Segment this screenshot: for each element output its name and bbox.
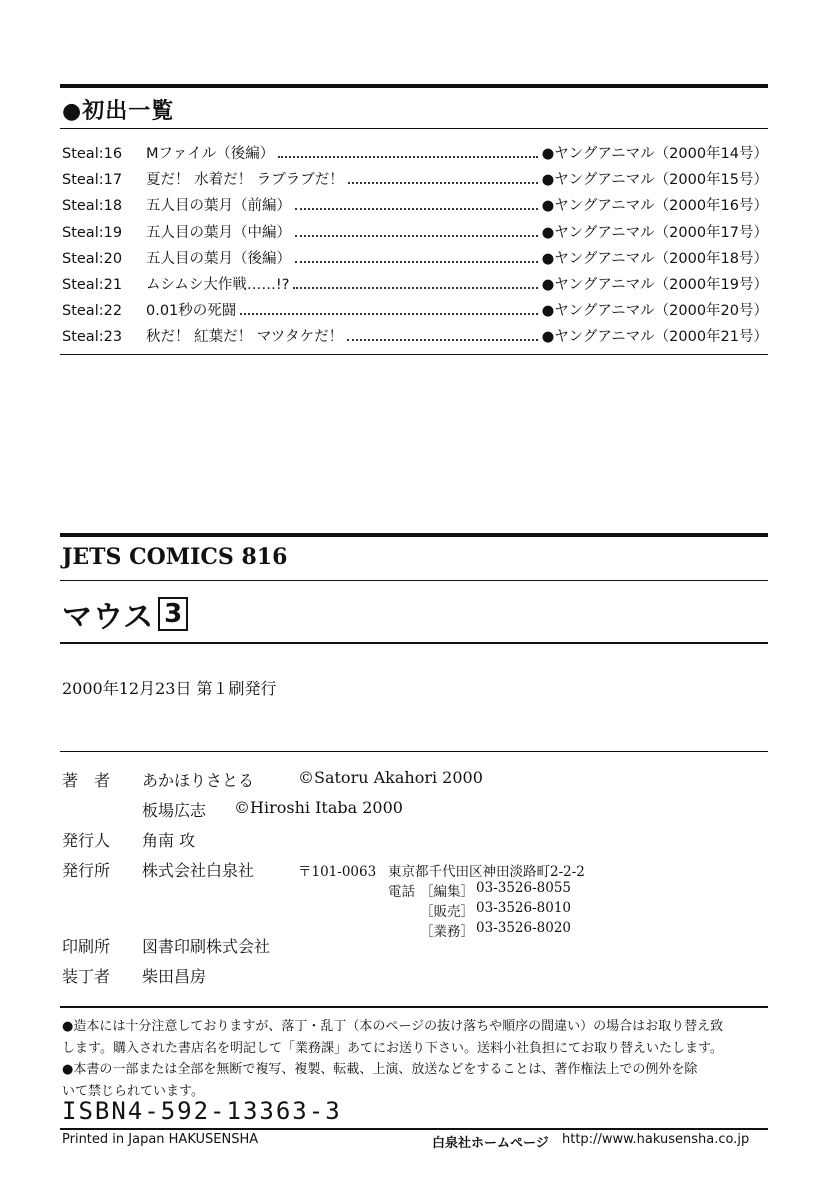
publication-row bbox=[62, 247, 768, 273]
publication-title: 五人目の葉月（中編） bbox=[146, 224, 291, 241]
dotted-leader bbox=[278, 155, 537, 158]
dotted-leader bbox=[295, 260, 538, 263]
publication-magazine: ●ヤングアニマル（2000年14号） bbox=[541, 146, 768, 162]
printed-in: Printed in Japan HAKUSENSHA bbox=[62, 1132, 259, 1147]
author2-copyright: ©Hiroshi Itaba 2000 bbox=[234, 798, 403, 817]
author2-name: 板場広志 bbox=[142, 801, 207, 820]
homepage-link[interactable]: http://www.hakusensha.co.jp bbox=[562, 1132, 750, 1147]
publication-title: ムシムシ大作戦……!? bbox=[146, 276, 290, 293]
series-divider bbox=[60, 580, 768, 581]
publication-magazine: ●ヤングアニマル（2000年18号） bbox=[541, 250, 768, 267]
series-label: JETS COMICS 816 bbox=[62, 544, 288, 570]
postal-code: 〒101-0063 bbox=[298, 864, 377, 880]
dotted-leader bbox=[347, 338, 538, 341]
dotted-leader bbox=[295, 234, 538, 237]
phone-editorial: 03-3526-8055 bbox=[476, 880, 572, 896]
address: 東京都千代田区神田淡路町2-2-2 bbox=[388, 864, 585, 880]
first-publication-heading: ●初出一覧 bbox=[62, 99, 175, 124]
phone-business-label: ［業務］ bbox=[420, 924, 474, 940]
first-publication-list bbox=[62, 142, 768, 352]
notice-line: いて禁じられています。 bbox=[62, 1083, 204, 1099]
list-bottom-rule bbox=[60, 354, 768, 355]
publication-title: 秋だ！ 紅葉だ！ マツタケだ！ bbox=[146, 329, 344, 346]
publication-row bbox=[62, 142, 768, 168]
publication-title: 五人目の葉月（後編） bbox=[146, 250, 291, 267]
top-rule bbox=[60, 84, 768, 88]
notice-line: します。購入された書店名を明記して「業務課」あてにお送り下さい。送料小社負担にてお取り替えいたします。 bbox=[62, 1040, 723, 1056]
date-divider bbox=[60, 751, 768, 752]
publication-row bbox=[62, 325, 768, 351]
publication-row bbox=[62, 221, 768, 247]
dotted-leader bbox=[348, 181, 538, 184]
footer-rule bbox=[60, 1128, 768, 1130]
designer-name: 柴田昌房 bbox=[142, 967, 207, 986]
isbn: ISBN4-592-13363-3 bbox=[62, 1097, 342, 1125]
issuer-name: 角南 攻 bbox=[142, 831, 196, 850]
homepage-label: 白泉社ホームページ bbox=[432, 1136, 549, 1151]
publication-title: 0.01秒の死闘 bbox=[146, 303, 237, 320]
book-title: マウス bbox=[62, 600, 155, 635]
phone-sales-label: ［販売］ bbox=[420, 904, 474, 920]
publication-magazine: ●ヤングアニマル（2000年17号） bbox=[541, 224, 768, 241]
phone-business: 03-3526-8020 bbox=[476, 920, 572, 936]
publication-magazine: ●ヤングアニマル（2000年21号） bbox=[541, 329, 768, 346]
publication-title: 夏だ！ 水着だ！ ラブラブだ！ bbox=[146, 172, 344, 189]
author1-name: あかほりさとる bbox=[142, 771, 255, 790]
publication-steal-number: Steal:20 bbox=[62, 250, 123, 267]
printer-name: 図書印刷株式会社 bbox=[142, 937, 271, 956]
publication-magazine: ●ヤングアニマル（2000年19号） bbox=[541, 276, 768, 293]
notice-block bbox=[62, 1016, 772, 1102]
publication-row bbox=[62, 168, 768, 194]
publication-magazine: ●ヤングアニマル（2000年16号） bbox=[541, 198, 768, 215]
publication-steal-number: Steal:17 bbox=[62, 172, 123, 189]
notice-line: ●造本には十分注意しておりますが、落丁・乱丁（本のページの抜け落ちや順序の間違い）の場合はお取り替え致 bbox=[62, 1019, 724, 1034]
designer-label: 装丁者 bbox=[62, 967, 111, 986]
publication-magazine: ●ヤングアニマル（2000年15号） bbox=[541, 172, 768, 189]
issuer-label: 発行人 bbox=[62, 831, 111, 850]
publication-steal-number: Steal:21 bbox=[62, 276, 123, 293]
notice-top-rule bbox=[60, 1006, 768, 1008]
printer-label: 印刷所 bbox=[62, 937, 111, 956]
author1-copyright: ©Satoru Akahori 2000 bbox=[298, 768, 483, 787]
publication-steal-number: Steal:22 bbox=[62, 303, 123, 320]
phone-label: 電話 bbox=[388, 884, 415, 900]
publisher-label: 発行所 bbox=[62, 861, 111, 880]
publication-title: Mファイル（後編） bbox=[146, 146, 275, 162]
colophon-top-rule bbox=[60, 533, 768, 537]
dotted-leader bbox=[295, 207, 538, 210]
publication-steal-number: Steal:23 bbox=[62, 329, 123, 346]
publication-row bbox=[62, 273, 768, 299]
publication-title: 五人目の葉月（前編） bbox=[146, 198, 291, 215]
volume-number: 3 bbox=[158, 597, 188, 631]
publication-steal-number: Steal:19 bbox=[62, 224, 123, 241]
phone-editorial-label: ［編集］ bbox=[420, 884, 474, 900]
phone-sales: 03-3526-8010 bbox=[476, 900, 572, 916]
publication-magazine: ●ヤングアニマル（2000年20号） bbox=[541, 303, 768, 320]
dotted-leader bbox=[240, 312, 537, 315]
author-label: 著 者 bbox=[62, 771, 111, 790]
publication-row bbox=[62, 194, 768, 220]
publication-steal-number: Steal:16 bbox=[62, 146, 123, 162]
publication-steal-number: Steal:18 bbox=[62, 198, 123, 215]
publication-row bbox=[62, 299, 768, 325]
notice-line: ●本書の一部または全部を無断で複写、複製、転載、上演、放送などをすることは、著作権法上での例外を除 bbox=[62, 1062, 698, 1077]
heading-divider bbox=[60, 128, 768, 129]
publisher-name: 株式会社白泉社 bbox=[142, 861, 255, 880]
dotted-leader bbox=[293, 286, 537, 289]
title-divider bbox=[60, 642, 768, 644]
publication-date: 2000年12月23日 第１刷発行 bbox=[62, 679, 277, 698]
book-title-group bbox=[62, 592, 188, 636]
